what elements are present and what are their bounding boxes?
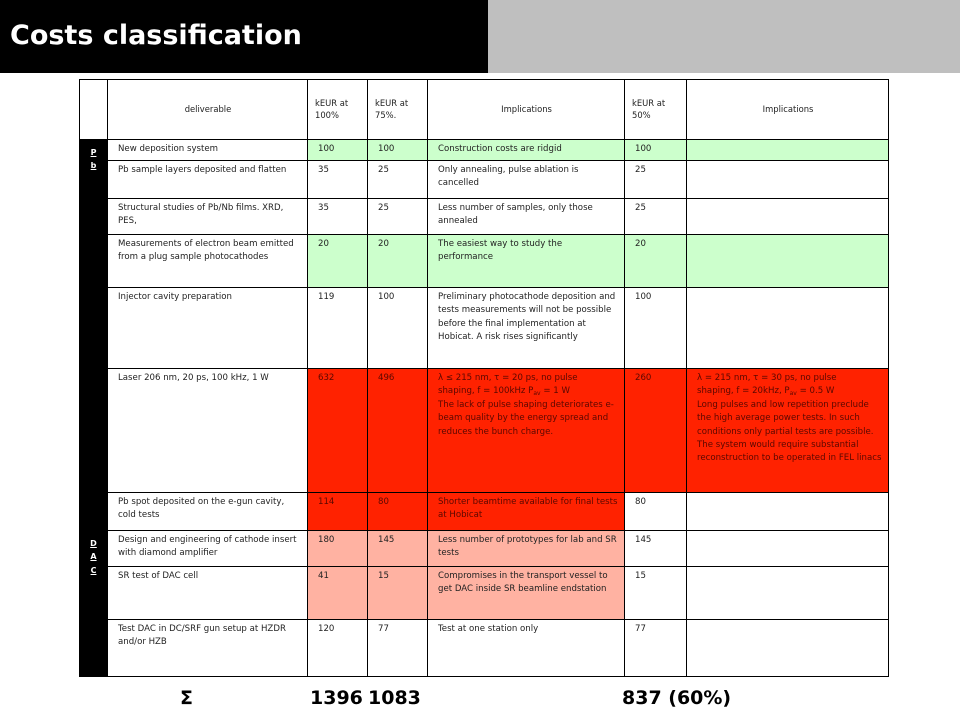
table-row bbox=[80, 493, 889, 531]
cell-deliverable: Laser 206 nm, 20 ps, 100 kHz, 1 W bbox=[108, 369, 308, 493]
cell-implications-50 bbox=[687, 140, 889, 161]
cell-implications-50 bbox=[687, 531, 889, 567]
impl-line: λ ≤ 215 nm, τ = 20 ps, no pulse bbox=[438, 373, 578, 383]
table-row bbox=[80, 567, 889, 620]
cell-keur-100: 35 bbox=[308, 161, 368, 199]
header-band bbox=[488, 0, 960, 73]
cell-keur-100: 20 bbox=[308, 235, 368, 288]
impl-line: shaping, f = 20kHz, P bbox=[697, 386, 790, 397]
cell-implications-50 bbox=[687, 369, 889, 493]
header-implications-75: Implications bbox=[428, 80, 625, 140]
cell-deliverable: Pb spot deposited on the e-gun cavity, cold tests bbox=[108, 493, 308, 531]
subscript: av bbox=[533, 390, 541, 398]
cell-keur-75: 80 bbox=[368, 493, 428, 531]
cell-implications-50 bbox=[687, 199, 889, 235]
cell-implications-75: The easiest way to study the performance bbox=[428, 235, 625, 288]
cell-keur-50: 20 bbox=[625, 235, 687, 288]
cell-deliverable: Design and engineering of cathode insert with diamond amplifier bbox=[108, 531, 308, 567]
cell-implications-75: Preliminary photocathode deposition and tests measurements will not be possible before the final implementation at Hobicat. A risk rises significantly bbox=[428, 288, 625, 369]
table-row bbox=[80, 288, 889, 369]
cell-implications-75: Less number of samples, only those annealed bbox=[428, 199, 625, 235]
cell-implications-75: Less number of prototypes for lab and SR tests bbox=[428, 531, 625, 567]
cell-implications-75: Test at one station only bbox=[428, 620, 625, 677]
cell-keur-75: 20 bbox=[368, 235, 428, 288]
cell-deliverable: Injector cavity preparation bbox=[108, 288, 308, 369]
header-deliverable: deliverable bbox=[108, 80, 308, 140]
cell-keur-75: 77 bbox=[368, 620, 428, 677]
header-keur-75: kEUR at 75%. bbox=[368, 80, 428, 140]
cell-keur-50: 25 bbox=[625, 161, 687, 199]
cell-deliverable: SR test of DAC cell bbox=[108, 567, 308, 620]
cell-keur-75: 25 bbox=[368, 161, 428, 199]
impl-text: Long pulses and low repetition preclude the high average power tests. In such conditions only partial tests are possible. The system would require substantial reconstruction to be operated in FEL linacs bbox=[697, 399, 882, 464]
group-letter: A bbox=[90, 552, 97, 562]
table-row bbox=[80, 369, 889, 493]
cell-deliverable: New deposition system bbox=[108, 140, 308, 161]
cell-keur-75: 15 bbox=[368, 567, 428, 620]
cell-keur-100: 180 bbox=[308, 531, 368, 567]
cell-keur-100: 41 bbox=[308, 567, 368, 620]
cell-implications-50 bbox=[687, 235, 889, 288]
impl-line: = 1 W bbox=[540, 386, 570, 397]
header-keur-50: kEUR at 50% bbox=[625, 80, 687, 140]
total-keur-75: 1083 bbox=[368, 687, 421, 709]
sigma-symbol: Σ bbox=[180, 687, 193, 709]
cell-implications-50 bbox=[687, 288, 889, 369]
table-row bbox=[80, 199, 889, 235]
header-implications-50: Implications bbox=[687, 80, 889, 140]
table-row bbox=[80, 620, 889, 677]
slide-title: Costs classification bbox=[0, 0, 488, 73]
cell-implications-50 bbox=[687, 567, 889, 620]
cell-implications-75: Only annealing, pulse ablation is cancelled bbox=[428, 161, 625, 199]
cell-implications-50 bbox=[687, 493, 889, 531]
cell-deliverable: Test DAC in DC/SRF gun setup at HZDR and/or HZB bbox=[108, 620, 308, 677]
impl-line: = 0.5 W bbox=[796, 386, 835, 397]
group-letter: C bbox=[90, 565, 97, 575]
cell-keur-50: 80 bbox=[625, 493, 687, 531]
header-keur-100: kEUR at 100% bbox=[308, 80, 368, 140]
total-keur-50: 837 (60%) bbox=[622, 687, 732, 709]
impl-line: λ = 215 nm, τ = 30 ps, no pulse bbox=[697, 373, 837, 383]
cell-keur-75: 145 bbox=[368, 531, 428, 567]
cell-implications-75: Compromises in the transport vessel to get DAC inside SR beamline endstation bbox=[428, 567, 625, 620]
cell-keur-50: 260 bbox=[625, 369, 687, 493]
group-letter: b bbox=[90, 161, 97, 171]
cell-deliverable: Pb sample layers deposited and flatten bbox=[108, 161, 308, 199]
cell-keur-100: 114 bbox=[308, 493, 368, 531]
group-letter: P bbox=[90, 148, 97, 157]
cell-implications-50 bbox=[687, 620, 889, 677]
total-keur-100: 1396 bbox=[310, 687, 363, 709]
table-row bbox=[80, 161, 889, 199]
impl-text: The lack of pulse shaping deteriorates e-beam quality by the energy spread and reduces the bunch charge. bbox=[438, 399, 614, 437]
cell-keur-100: 119 bbox=[308, 288, 368, 369]
cell-keur-100: 120 bbox=[308, 620, 368, 677]
group-letter: D bbox=[90, 539, 97, 548]
cell-keur-75: 25 bbox=[368, 199, 428, 235]
cell-keur-100: 632 bbox=[308, 369, 368, 493]
cell-implications-75: Shorter beamtime available for final tests at Hobicat bbox=[428, 493, 625, 531]
cell-keur-75: 100 bbox=[368, 140, 428, 161]
cell-keur-50: 15 bbox=[625, 567, 687, 620]
header-row bbox=[80, 80, 889, 140]
header-corner bbox=[80, 80, 108, 140]
cell-deliverable: Measurements of electron beam emitted from a plug sample photocathodes bbox=[108, 235, 308, 288]
table-row bbox=[80, 531, 889, 567]
cell-implications-75: Construction costs are ridgid bbox=[428, 140, 625, 161]
cell-keur-75: 100 bbox=[368, 288, 428, 369]
subscript: av bbox=[789, 390, 797, 398]
cell-keur-100: 100 bbox=[308, 140, 368, 161]
costs-table bbox=[79, 79, 889, 677]
cell-keur-75: 496 bbox=[368, 369, 428, 493]
cell-keur-50: 100 bbox=[625, 288, 687, 369]
cell-keur-50: 145 bbox=[625, 531, 687, 567]
cell-implications-75 bbox=[428, 369, 625, 493]
group-label-pb bbox=[80, 140, 108, 531]
group-label-dac bbox=[80, 531, 108, 677]
cell-keur-50: 25 bbox=[625, 199, 687, 235]
cell-deliverable: Structural studies of Pb/Nb films. XRD, PES, bbox=[108, 199, 308, 235]
table-row bbox=[80, 140, 889, 161]
table-row bbox=[80, 235, 889, 288]
cell-keur-100: 35 bbox=[308, 199, 368, 235]
impl-line: shaping, f = 100kHz P bbox=[438, 386, 534, 397]
cell-keur-50: 77 bbox=[625, 620, 687, 677]
cell-implications-50 bbox=[687, 161, 889, 199]
cell-keur-50: 100 bbox=[625, 140, 687, 161]
